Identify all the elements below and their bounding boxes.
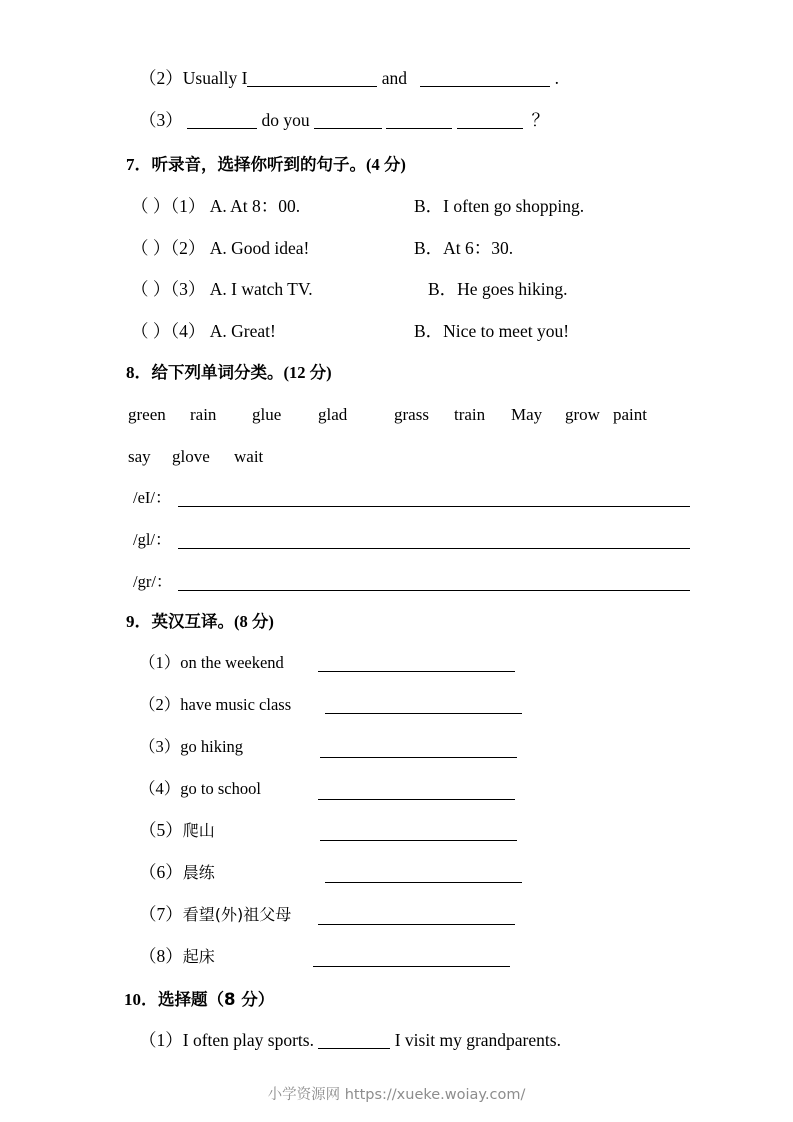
q10-item-1-text-before: I often play sports.: [182, 1030, 314, 1050]
q6-item-2: [139, 70, 559, 88]
q9-item-5-answer-line[interactable]: [320, 840, 517, 841]
q8-category-1-answer-line[interactable]: [178, 506, 690, 507]
word-say: say: [128, 447, 151, 466]
q9-item-2-prompt: have music class: [180, 695, 292, 714]
q7-item-1-number: （1）: [170, 196, 206, 216]
q10-item-1-text-after: I visit my grandparents.: [394, 1030, 561, 1050]
q7-item-3-number: （3）: [170, 279, 206, 299]
q9-item-5: [139, 822, 215, 840]
q6-item-2-number: （2）: [139, 68, 183, 88]
q6-item-2-text-before: Usually I: [182, 68, 248, 88]
q7-item-1-option-b-wrap: [414, 198, 584, 216]
q7-item-3-option-a[interactable]: A. I watch TV.: [209, 279, 313, 299]
word-green: green: [128, 405, 166, 424]
q9-item-6-answer-line[interactable]: [325, 882, 522, 883]
q9-item-6-number: （6）: [139, 862, 183, 882]
q9-item-1-answer-line[interactable]: [318, 671, 515, 672]
q9-item-7-number: （7）: [139, 904, 183, 924]
q9-item-7: [139, 906, 291, 924]
q8-word-bank-line-2: [128, 447, 263, 467]
q7-item-2-bracket[interactable]: （ ）: [131, 238, 171, 258]
q9-item-7-answer-line[interactable]: [318, 924, 515, 925]
q7-item-1-bracket[interactable]: （ ）: [131, 196, 171, 216]
q9-item-6-prompt: 晨练: [182, 863, 215, 882]
word-may: May: [511, 405, 543, 424]
q8-category-2-label: [133, 532, 172, 549]
q10-heading: [124, 991, 274, 1009]
q8-word-bank-line-1: [128, 405, 647, 425]
word-grow: grow: [565, 405, 600, 424]
q7-item-4-option-b[interactable]: B．Nice to meet you!: [414, 321, 570, 341]
q9-item-5-prompt: 爬山: [182, 821, 215, 840]
q9-item-6: [139, 864, 215, 882]
q6-item-3-blank-3[interactable]: [386, 115, 452, 129]
q7-heading-title: 听录音，选择你听到的句子。: [151, 155, 366, 174]
q7-item-2-option-b[interactable]: B．At 6：30.: [414, 238, 514, 258]
word-wait: wait: [234, 447, 264, 466]
q9-item-8: [139, 948, 215, 966]
q7-item-2-option-b-wrap: [414, 240, 513, 258]
q7-item-2-option-a[interactable]: A. Good idea!: [209, 238, 310, 258]
q9-item-4: [139, 781, 261, 798]
q9-heading: [126, 613, 274, 631]
footer-watermark: 小学资源网 https://xueke.woiay.com/: [267, 1087, 526, 1103]
q8-category-1-label: [133, 490, 172, 507]
q10-heading-score: （8 分）: [207, 990, 275, 1009]
q9-item-2-number: （2）: [139, 695, 181, 714]
q9-item-1-number: （1）: [139, 653, 181, 672]
word-glove: glove: [172, 447, 210, 466]
q7-item-1-option-b[interactable]: B．I often go shopping.: [414, 196, 585, 216]
q10-heading-title: 选择题: [158, 990, 208, 1009]
q6-item-3-blank-2[interactable]: [314, 115, 382, 129]
q9-item-3: [139, 739, 243, 756]
q9-heading-number: 9．: [126, 612, 152, 631]
q6-item-3-blank-1[interactable]: [187, 115, 257, 129]
q9-item-4-answer-line[interactable]: [318, 799, 515, 800]
q6-item-3: [139, 112, 549, 130]
q9-item-4-number: （4）: [139, 779, 181, 798]
q9-item-3-answer-line[interactable]: [320, 757, 517, 758]
q7-item-2: [131, 240, 309, 258]
q9-heading-score: (8 分): [234, 612, 274, 631]
q9-item-7-prompt: 看望(外)祖父母: [182, 905, 292, 924]
q6-item-2-end-punct: .: [554, 68, 559, 88]
phonetic-ei-label: /eI/：: [133, 488, 172, 507]
q9-item-2-answer-line[interactable]: [325, 713, 522, 714]
q6-item-3-text-mid: do you: [261, 110, 310, 130]
q9-item-3-prompt: go hiking: [180, 737, 244, 756]
word-grass: grass: [394, 405, 429, 424]
q9-item-1: [139, 655, 284, 672]
phonetic-gl-label: /gl/：: [133, 530, 172, 549]
q6-item-3-number: （3）: [139, 110, 183, 130]
word-rain: rain: [190, 405, 217, 424]
q7-item-4: [131, 323, 276, 341]
q6-item-2-connector: and: [381, 68, 408, 88]
q7-item-1: [131, 198, 300, 216]
q9-item-3-number: （3）: [139, 737, 181, 756]
q7-item-2-number: （2）: [170, 238, 206, 258]
q7-heading: [126, 156, 406, 174]
q6-item-2-blank-1[interactable]: [247, 73, 377, 87]
q7-item-4-number: （4）: [170, 321, 206, 341]
word-paint: paint: [613, 405, 647, 424]
q9-heading-title: 英汉互译。: [151, 612, 234, 631]
q8-heading-number: 8．: [126, 363, 152, 382]
q7-item-4-option-a[interactable]: A. Great!: [209, 321, 276, 341]
q8-heading-title: 给下列单词分类。: [151, 363, 284, 382]
q8-category-3-label: [133, 574, 172, 591]
q10-heading-number: 10．: [124, 990, 158, 1009]
q9-item-8-answer-line[interactable]: [313, 966, 510, 967]
q8-category-3-answer-line[interactable]: [178, 590, 690, 591]
q9-item-8-prompt: 起床: [182, 947, 215, 966]
q7-item-3: [131, 281, 313, 299]
q9-item-5-number: （5）: [139, 820, 183, 840]
q7-item-3-option-b[interactable]: B．He goes hiking.: [428, 279, 568, 299]
q7-heading-score: (4 分): [366, 155, 406, 174]
q9-item-2: [139, 697, 291, 714]
q7-item-4-option-b-wrap: [414, 323, 569, 341]
word-glad: glad: [318, 405, 348, 424]
q6-item-2-blank-2[interactable]: [420, 73, 550, 87]
q9-item-1-prompt: on the weekend: [180, 653, 284, 672]
phonetic-gr-label: /gr/：: [133, 572, 173, 591]
q7-item-1-option-a[interactable]: A. At 8：00.: [209, 196, 301, 216]
word-train: train: [454, 405, 486, 424]
q7-item-3-bracket[interactable]: （ ）: [131, 279, 171, 299]
q9-item-8-number: （8）: [139, 946, 183, 966]
q7-heading-number: 7．: [126, 155, 152, 174]
q10-item-1-number: （1）: [139, 1030, 183, 1050]
q6-item-3-end-punct: ？: [531, 110, 549, 130]
q9-item-4-prompt: go to school: [180, 779, 261, 798]
q7-item-4-bracket[interactable]: （ ）: [131, 321, 171, 341]
q8-heading-score: (12 分): [283, 363, 332, 382]
q7-item-3-option-b-wrap: [428, 281, 568, 299]
q6-item-3-blank-4[interactable]: [457, 115, 523, 129]
q8-category-2-answer-line[interactable]: [178, 548, 690, 549]
q10-item-1-blank[interactable]: [318, 1035, 390, 1049]
word-glue: glue: [252, 405, 282, 424]
q10-item-1: [139, 1032, 561, 1050]
q8-heading: [126, 364, 332, 382]
